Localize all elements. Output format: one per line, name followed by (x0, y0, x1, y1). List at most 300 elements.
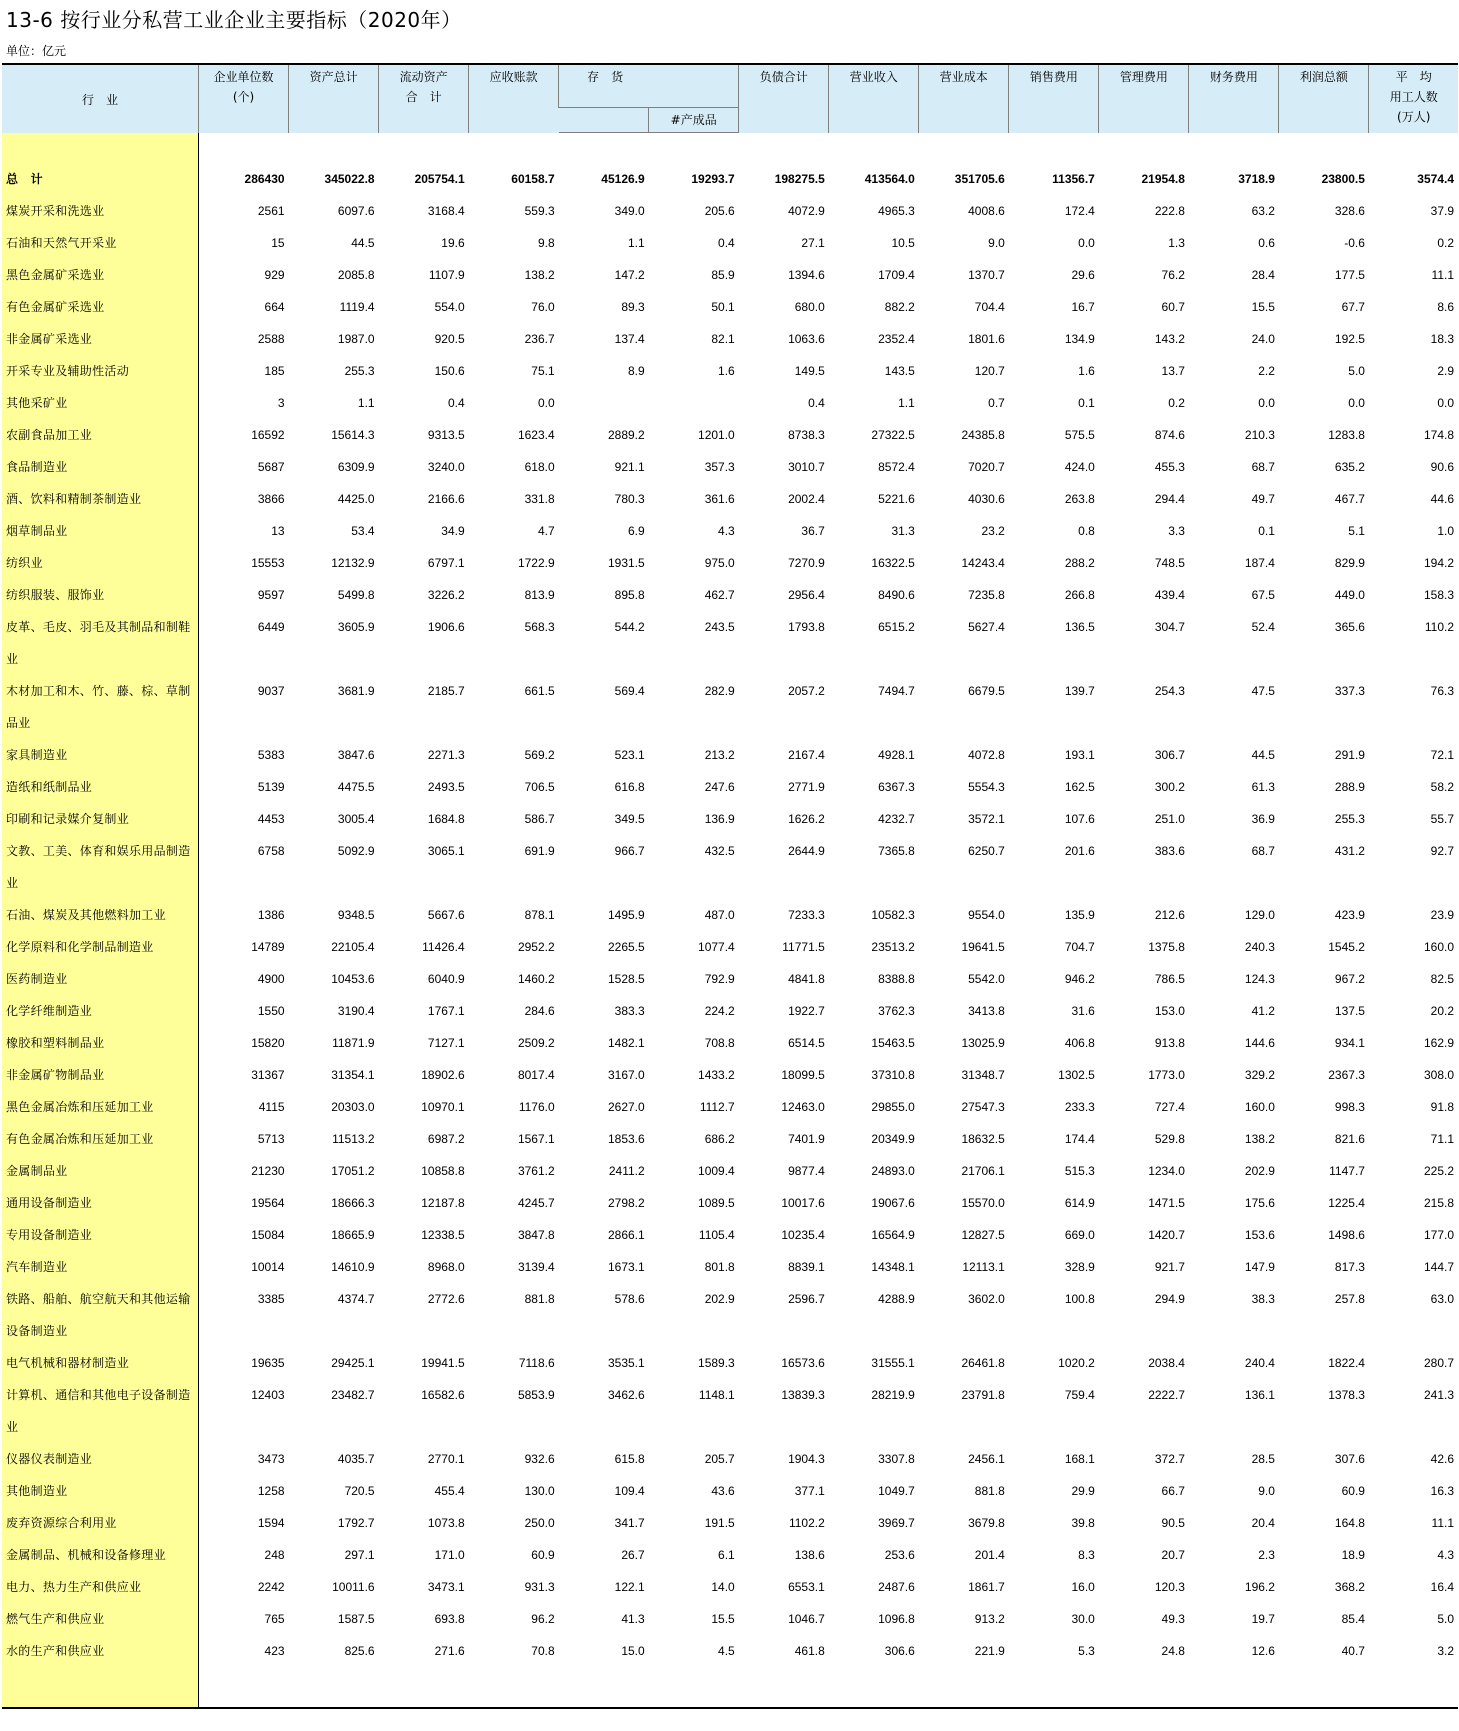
table-cell: 8388.8 (878, 972, 915, 986)
table-cell: 213.2 (704, 748, 735, 762)
table-cell: 23800.5 (1321, 172, 1365, 186)
table-cell: 34.9 (441, 524, 465, 538)
industry-name: 仪器仪表制造业 (2, 1443, 199, 1475)
table-cell: 212.6 (1154, 908, 1185, 922)
table-cell: 31348.7 (961, 1068, 1005, 1082)
table-cell: 1063.6 (788, 332, 825, 346)
table-cell: 780.3 (614, 492, 645, 506)
table-cell: 11.1 (1431, 1516, 1454, 1530)
table-cell: 10011.6 (332, 1580, 375, 1594)
table-cell: 2222.7 (1148, 1388, 1185, 1402)
table-cell: 205.6 (704, 204, 735, 218)
table-cell: 3226.2 (427, 588, 465, 602)
industry-name: 非金属矿采选业 (2, 323, 199, 355)
table-cell: 202.9 (704, 1292, 735, 1306)
table-cell: 31.6 (1071, 1004, 1095, 1018)
table-cell: 120.3 (1154, 1580, 1185, 1594)
table-cell: 328.6 (1334, 204, 1365, 218)
table-row (2, 1571, 1458, 1603)
table-cell: 365.6 (1334, 620, 1365, 634)
table-cell: 1378.3 (1328, 1388, 1365, 1402)
table-cell: 8.9 (628, 364, 645, 378)
table-row (2, 995, 1458, 1027)
table-cell: 10014 (251, 1260, 285, 1274)
table-cell: 60.9 (531, 1548, 555, 1562)
table-cell: 19564 (251, 1196, 285, 1210)
header-receivables: 应收账款 (469, 64, 559, 133)
table-cell: 3535.1 (607, 1356, 645, 1370)
table-cell: 934.1 (1334, 1036, 1365, 1050)
table-cell: 1861.7 (968, 1580, 1005, 1594)
table-cell: 286430 (244, 172, 285, 186)
table-row (2, 1603, 1458, 1635)
table-row (2, 1379, 1458, 1443)
table-cell: 966.7 (614, 844, 645, 858)
industry-name: 有色金属冶炼和压延加工业 (2, 1123, 199, 1155)
table-row (2, 1123, 1458, 1155)
table-cell: 1302.5 (1058, 1068, 1095, 1082)
table-cell: 17051.2 (331, 1164, 375, 1178)
table-cell: 0.1 (1078, 396, 1095, 410)
table-cell: 60158.7 (511, 172, 555, 186)
table-cell: 7020.7 (968, 460, 1005, 474)
table-cell: 1801.6 (968, 332, 1005, 346)
table-cell: 3462.6 (607, 1388, 645, 1402)
table-cell: 529.8 (1154, 1132, 1185, 1146)
table-cell: 16573.6 (781, 1356, 825, 1370)
table-cell: 3847.6 (337, 748, 375, 762)
table-row (2, 835, 1458, 899)
table-cell (559, 387, 649, 419)
table-cell: 1471.5 (1148, 1196, 1185, 1210)
table-cell: 921.7 (1154, 1260, 1185, 1274)
table-cell: 2.3 (1258, 1548, 1275, 1562)
table-cell: 14243.4 (961, 556, 1005, 570)
table-cell: 523.1 (614, 748, 645, 762)
table-cell: 5092.9 (337, 844, 375, 858)
table-cell: 6679.5 (968, 684, 1005, 698)
table-cell: 31555.1 (871, 1356, 915, 1370)
table-cell: 70.8 (531, 1644, 555, 1658)
table-cell: 1420.7 (1148, 1228, 1185, 1242)
table-cell: 15 (271, 236, 285, 250)
header-total-assets: 资产总计 (289, 64, 379, 133)
table-cell: 72.1 (1430, 748, 1454, 762)
table-cell: 76.2 (1161, 268, 1185, 282)
table-cell: 39.8 (1071, 1516, 1095, 1530)
table-cell: 9348.5 (337, 908, 375, 922)
table-cell: 153.6 (1244, 1228, 1275, 1242)
table-cell: 3866 (257, 492, 285, 506)
table-cell: 1386 (257, 908, 285, 922)
table-cell: 280.7 (1423, 1356, 1454, 1370)
table-cell: 3605.9 (337, 620, 375, 634)
header-cost: 营业成本 (919, 64, 1009, 133)
table-cell: 16582.6 (421, 1388, 465, 1402)
table-cell: 1793.8 (788, 620, 825, 634)
industry-name: 纺织业 (2, 547, 199, 579)
table-cell: 18902.6 (421, 1068, 465, 1082)
table-cell: 10970.1 (421, 1100, 465, 1114)
table-cell: 1495.9 (607, 908, 645, 922)
table-cell: 205754.1 (414, 172, 465, 186)
table-cell: 6250.7 (968, 844, 1005, 858)
table-cell: 439.4 (1154, 588, 1185, 602)
table-cell: 266.8 (1064, 588, 1095, 602)
table-cell: 224.2 (704, 1004, 735, 1018)
table-cell: 3574.4 (1417, 172, 1454, 186)
table-cell: 6797.1 (427, 556, 465, 570)
table-cell: 467.7 (1334, 492, 1365, 506)
table-cell: 377.1 (794, 1484, 825, 1498)
table-cell: 27547.3 (961, 1100, 1005, 1114)
table-cell: 1375.8 (1148, 940, 1185, 954)
table-cell: 90.6 (1430, 460, 1454, 474)
table-cell: 2057.2 (788, 684, 825, 698)
table-cell: 138.6 (794, 1548, 825, 1562)
table-cell: 5853.9 (517, 1388, 555, 1402)
table-cell: 8490.6 (878, 588, 915, 602)
table-row (2, 323, 1458, 355)
table-cell: 462.7 (704, 588, 735, 602)
table-cell: 2596.7 (788, 1292, 825, 1306)
table-cell: 16.0 (1071, 1580, 1095, 1594)
table-cell: 18099.5 (781, 1068, 825, 1082)
industry-name: 黑色金属矿采选业 (2, 259, 199, 291)
table-cell: 1528.5 (607, 972, 645, 986)
total-row (2, 163, 1458, 195)
table-cell: 233.3 (1064, 1100, 1095, 1114)
table-cell: 130.0 (524, 1484, 555, 1498)
table-cell: 63.0 (1430, 1292, 1454, 1306)
table-cell: 15.5 (1251, 300, 1275, 314)
table-cell: 1460.2 (517, 972, 555, 986)
table-cell: 3847.8 (517, 1228, 555, 1242)
table-cell: 3168.4 (427, 204, 465, 218)
table-cell: 1107.9 (428, 268, 465, 282)
table-cell: 2166.6 (427, 492, 465, 506)
table-cell: 29855.0 (871, 1100, 915, 1114)
table-cell: 202.9 (1244, 1164, 1275, 1178)
table-cell: 29.9 (1071, 1484, 1095, 1498)
table-cell: 3602.0 (968, 1292, 1005, 1306)
table-cell: 544.2 (614, 620, 645, 634)
table-cell: 2456.1 (968, 1452, 1005, 1466)
table-cell: 41.3 (621, 1612, 645, 1626)
industry-name: 铁路、船舶、航空航天和其他运输设备制造业 (2, 1283, 199, 1347)
table-cell: 171.0 (434, 1548, 465, 1562)
table-cell: 13.7 (1161, 364, 1185, 378)
table-cell: 1623.4 (517, 428, 555, 442)
table-cell: 47.5 (1251, 684, 1275, 698)
table-cell: 4.5 (718, 1644, 735, 1658)
table-cell: 1550 (257, 1004, 285, 1018)
table-cell: 19641.5 (961, 940, 1005, 954)
table-cell: 614.9 (1064, 1196, 1095, 1210)
table-cell: 406.8 (1064, 1036, 1095, 1050)
table-cell: 15820 (251, 1036, 285, 1050)
table-cell: 618.0 (524, 460, 555, 474)
table-cell: 14348.1 (871, 1260, 915, 1274)
table-cell: 1.6 (1078, 364, 1095, 378)
industry-name: 石油、煤炭及其他燃料加工业 (2, 899, 199, 931)
table-cell: 185 (264, 364, 285, 378)
table-cell: 23.2 (981, 524, 1005, 538)
table-cell: 85.9 (711, 268, 735, 282)
table-cell: 2772.6 (427, 1292, 465, 1306)
table-cell: 1009.4 (698, 1164, 735, 1178)
table-cell: 8017.4 (517, 1068, 555, 1082)
table-cell: 240.3 (1244, 940, 1275, 954)
table-cell: 37.9 (1430, 204, 1454, 218)
table-cell: 3240.0 (427, 460, 465, 474)
table-cell: 255.3 (1334, 812, 1365, 826)
table-cell: 813.9 (524, 588, 555, 602)
table-cell: 10.5 (891, 236, 915, 250)
table-cell: 931.3 (524, 1580, 555, 1594)
table-cell: 4035.7 (337, 1452, 375, 1466)
table-cell: 578.6 (614, 1292, 645, 1306)
table-cell: 160.0 (1423, 940, 1454, 954)
table-cell: 5.0 (1348, 364, 1365, 378)
header-units: 企业单位数 (个) (199, 64, 289, 133)
table-cell: 7127.1 (427, 1036, 465, 1050)
table-cell: 1020.2 (1058, 1356, 1095, 1370)
table-cell: 21706.1 (961, 1164, 1005, 1178)
table-cell: 82.5 (1430, 972, 1454, 986)
header-inventory: 存 货 (559, 64, 739, 108)
table-cell: 122.1 (614, 1580, 645, 1594)
table-cell: 11871.9 (332, 1036, 375, 1050)
table-cell: 13025.9 (961, 1036, 1005, 1050)
table-cell: 124.3 (1244, 972, 1275, 986)
table-cell: 8968.0 (427, 1260, 465, 1274)
table-cell: 42.6 (1430, 1452, 1454, 1466)
table-cell: 704.4 (974, 300, 1005, 314)
table-cell: 10235.4 (781, 1228, 825, 1242)
table-cell: 1234.0 (1148, 1164, 1185, 1178)
table-cell: 28.4 (1251, 268, 1275, 282)
table-cell: 12338.5 (421, 1228, 465, 1242)
industry-name: 废弃资源综合利用业 (2, 1507, 199, 1539)
table-cell: 20.4 (1251, 1516, 1275, 1530)
table-cell: 2952.2 (517, 940, 555, 954)
table-cell: 786.5 (1154, 972, 1185, 986)
table-cell: 946.2 (1064, 972, 1095, 986)
table-cell: 5627.4 (968, 620, 1005, 634)
table-cell: 288.9 (1334, 780, 1365, 794)
table-row (2, 355, 1458, 387)
table-cell: 271.6 (434, 1644, 465, 1658)
table-cell: 2.2 (1258, 364, 1275, 378)
table-cell: 2771.9 (788, 780, 825, 794)
table-cell: 144.6 (1244, 1036, 1275, 1050)
table-cell: 5221.6 (878, 492, 915, 506)
table-cell: 3473.1 (427, 1580, 465, 1594)
table-cell: 177.5 (1334, 268, 1365, 282)
table-row (2, 291, 1458, 323)
header-current-assets: 流动资产 合 计 (379, 64, 469, 133)
table-cell: 221.9 (974, 1644, 1005, 1658)
table-cell: 1.3 (1168, 236, 1185, 250)
table-cell: 913.8 (1154, 1036, 1185, 1050)
table-cell: 60.7 (1161, 300, 1185, 314)
table-cell: 7270.9 (788, 556, 825, 570)
table-cell: 431.2 (1334, 844, 1365, 858)
table-cell: 16.7 (1071, 300, 1095, 314)
table-row (2, 1443, 1458, 1475)
table-row (2, 1027, 1458, 1059)
table-cell: 4475.5 (337, 780, 375, 794)
page-title: 13-6 按行业分私营工业企业主要指标（2020年） (6, 8, 462, 32)
table-cell: 6987.2 (427, 1132, 465, 1146)
table-cell: 136.1 (1244, 1388, 1275, 1402)
table-row (2, 1251, 1458, 1283)
table-cell: 107.6 (1064, 812, 1095, 826)
table-cell: 6040.9 (427, 972, 465, 986)
table-cell: 383.6 (1154, 844, 1185, 858)
table-cell: 15553 (251, 556, 285, 570)
table-cell: 162.5 (1064, 780, 1095, 794)
table-cell: 1904.3 (788, 1452, 825, 1466)
table-cell: 1589.3 (698, 1356, 735, 1370)
table-cell: 6.1 (718, 1548, 735, 1562)
table-cell: 2038.4 (1148, 1356, 1185, 1370)
table-cell: 15.0 (621, 1644, 645, 1658)
table-cell: 920.5 (434, 332, 465, 346)
table-cell: 19635 (251, 1356, 285, 1370)
table-cell: 423.9 (1334, 908, 1365, 922)
table-cell: 20349.9 (871, 1132, 915, 1146)
table-cell: 14610.9 (331, 1260, 375, 1274)
table-cell: 7365.8 (878, 844, 915, 858)
table-cell: 341.7 (614, 1516, 645, 1530)
table-cell: 41.2 (1251, 1004, 1275, 1018)
table-cell: 201.4 (974, 1548, 1005, 1562)
table-cell: 10582.3 (871, 908, 915, 922)
table-cell: 3679.8 (968, 1516, 1005, 1530)
table-cell: 21230 (251, 1164, 285, 1178)
table-cell: 19941.5 (421, 1356, 465, 1370)
table-cell: 12463.0 (781, 1100, 825, 1114)
table-cell: 5.3 (1078, 1644, 1095, 1658)
table-cell: 4928.1 (878, 748, 915, 762)
table-cell: 201.6 (1064, 844, 1095, 858)
table-cell: 1102.2 (788, 1516, 825, 1530)
table-cell: 12187.8 (421, 1196, 465, 1210)
table-cell: 222.8 (1154, 204, 1185, 218)
industry-name: 家具制造业 (2, 739, 199, 771)
table-cell: 307.6 (1334, 1452, 1365, 1466)
table-cell: 9313.5 (427, 428, 465, 442)
table-cell: 30.0 (1071, 1612, 1095, 1626)
table-cell: 144.7 (1423, 1260, 1454, 1274)
table-cell: 168.1 (1064, 1452, 1095, 1466)
table-row (2, 195, 1458, 227)
table-cell: 96.2 (531, 1612, 555, 1626)
header-industry: 行 业 (2, 64, 199, 133)
table-cell: 24893.0 (871, 1164, 915, 1178)
table-cell: 9877.4 (788, 1164, 825, 1178)
table-cell: 300.2 (1154, 780, 1185, 794)
table-cell: 2085.8 (337, 268, 375, 282)
table-cell: 58.2 (1430, 780, 1454, 794)
table-cell: 1482.1 (607, 1036, 645, 1050)
table-cell: 7233.3 (788, 908, 825, 922)
table-cell: 194.2 (1423, 556, 1454, 570)
table-cell: 147.2 (614, 268, 645, 282)
table-cell: 349.0 (614, 204, 645, 218)
table-cell: 455.3 (1154, 460, 1185, 474)
table-cell: 5383 (257, 748, 285, 762)
table-cell: 16592 (251, 428, 285, 442)
table-cell: 91.8 (1430, 1100, 1454, 1114)
table-cell: 60.9 (1341, 1484, 1365, 1498)
table-cell: 255.3 (344, 364, 375, 378)
table-cell: 236.7 (524, 332, 555, 346)
table-cell: 248 (264, 1548, 285, 1562)
table-cell: 3 (277, 396, 285, 410)
table-cell: 4232.7 (878, 812, 915, 826)
table-cell: 1.0 (1437, 524, 1454, 538)
table-cell: 196.2 (1244, 1580, 1275, 1594)
table-cell: 4.3 (718, 524, 735, 538)
table-cell: 38.3 (1251, 1292, 1275, 1306)
table-cell: 40.7 (1341, 1644, 1365, 1658)
table-cell: 1587.5 (337, 1612, 375, 1626)
table-cell: 8572.4 (878, 460, 915, 474)
table-cell: 153.0 (1154, 1004, 1185, 1018)
table-cell: 4008.6 (968, 204, 1005, 218)
industry-name: 金属制品业 (2, 1155, 199, 1187)
table-cell: 874.6 (1154, 428, 1185, 442)
table-row (2, 227, 1458, 259)
industry-name: 酒、饮料和精制茶制造业 (2, 483, 199, 515)
table-cell: 193.1 (1064, 748, 1095, 762)
table-cell: 921.1 (614, 460, 645, 474)
table-cell: 2242 (257, 1580, 285, 1594)
table-cell: 413564.0 (864, 172, 915, 186)
table-cell: 1.1 (357, 396, 375, 410)
header-finished-goods: #产成品 (649, 108, 739, 133)
table-cell: 13839.3 (781, 1388, 825, 1402)
table-row (2, 1347, 1458, 1379)
unit-label: 单位：亿元 (6, 44, 67, 58)
table-cell: 1792.7 (337, 1516, 375, 1530)
table-cell: 20.2 (1430, 1004, 1454, 1018)
table-cell: 2487.6 (878, 1580, 915, 1594)
table-cell: -0.6 (1344, 236, 1365, 250)
table-cell: 2271.3 (427, 748, 465, 762)
table-cell: 929 (264, 268, 285, 282)
table-cell: 1283.8 (1328, 428, 1365, 442)
table-cell: 0.0 (1348, 396, 1365, 410)
industry-name: 汽车制造业 (2, 1251, 199, 1283)
table-cell: 11.1 (1431, 268, 1454, 282)
table-cell: 432.5 (704, 844, 735, 858)
table-cell: 372.7 (1154, 1452, 1185, 1466)
table-cell: 6758 (257, 844, 285, 858)
table-cell: 5499.8 (337, 588, 375, 602)
table-cell: 18665.9 (331, 1228, 375, 1242)
table-cell: 149.5 (794, 364, 825, 378)
table-cell: 1119.4 (339, 300, 375, 314)
industry-name: 其他采矿业 (2, 387, 199, 419)
table-cell: 174.4 (1064, 1132, 1095, 1146)
table-cell: 0.4 (447, 396, 465, 410)
table-row (2, 1219, 1458, 1251)
table-cell: 4072.9 (788, 204, 825, 218)
